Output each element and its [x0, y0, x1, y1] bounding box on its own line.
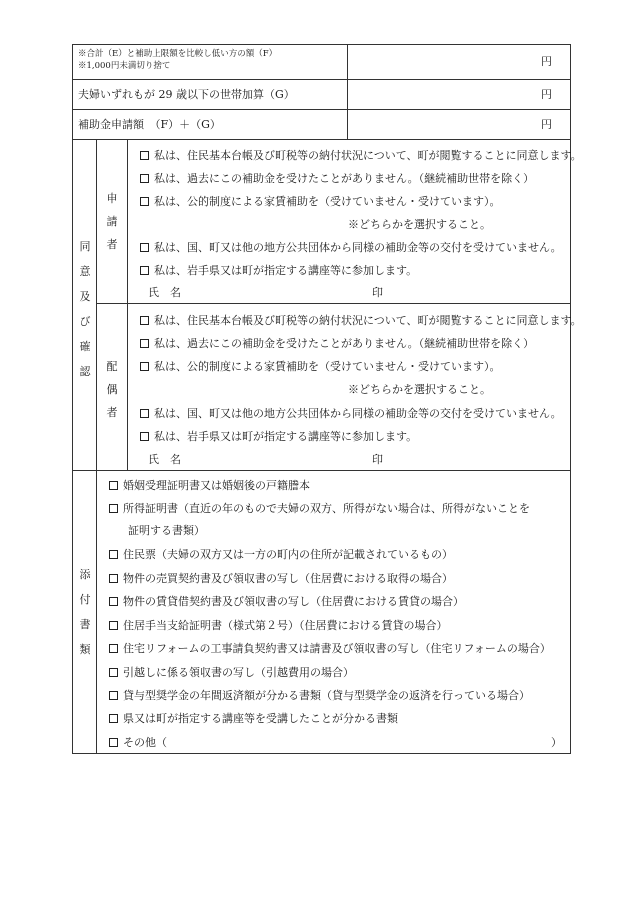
checkbox[interactable]: [109, 550, 118, 559]
checkbox[interactable]: [109, 574, 118, 583]
attachment-item-2-cont: 証明する書類）: [128, 524, 205, 537]
checkbox[interactable]: [140, 362, 149, 371]
attachment-item-1[interactable]: 婚姻受理証明書又は婚姻後の戸籍謄本: [109, 479, 310, 493]
applicant-select-note: ※どちらかを選択すること。: [348, 218, 491, 231]
rule-row1: [72, 79, 571, 80]
spouse-label: 配 偶 者: [106, 360, 118, 419]
spouse-consent-1[interactable]: 私は、住民基本台帳及び町税等の納付状況について、町が閲覧することに同意します。: [140, 314, 582, 328]
yen-unit-3: 円: [541, 118, 552, 131]
checkbox[interactable]: [109, 481, 118, 490]
rule-consent-bottom: [72, 470, 571, 471]
applicant-consent-3[interactable]: 私は、公的制度による家賃補助を（受けていません・受けています）。: [140, 195, 501, 209]
checkbox[interactable]: [140, 197, 149, 206]
youth-household-label: 夫婦いずれもが 29 歳以下の世帯加算（G）: [78, 88, 295, 101]
checkbox[interactable]: [109, 714, 118, 723]
attachment-item-4[interactable]: 物件の売買契約書及び領収書の写し（住居費における取得の場合）: [109, 572, 453, 586]
cap-limit-note-2: ※1,000円未満切り捨て: [78, 61, 171, 71]
applicant-consent-5[interactable]: 私は、岩手県又は町が指定する講座等に参加します。: [140, 264, 417, 278]
checkbox[interactable]: [140, 432, 149, 441]
attachment-item-3[interactable]: 住民票（夫婦の双方又は一方の町内の住所が記載されているもの）: [109, 548, 453, 562]
rule-person-label: [127, 139, 128, 471]
application-amount-label: 補助金申請額 （F）＋（G）: [78, 118, 221, 131]
attachment-item-9[interactable]: 貸与型奨学金の年間返済額が分かる書類（貸与型奨学金の返済を行っている場合）: [109, 689, 530, 703]
yen-unit-1: 円: [541, 55, 552, 68]
checkbox[interactable]: [109, 504, 118, 513]
spouse-consent-2[interactable]: 私は、過去にこの補助金を受けたことがありません。（継続補助世帯を除く）: [140, 337, 534, 351]
checkbox[interactable]: [109, 691, 118, 700]
attachment-item-other[interactable]: その他（: [109, 736, 167, 750]
checkbox[interactable]: [140, 316, 149, 325]
applicant-consent-4[interactable]: 私は、国、町又は他の地方公共団体から同様の補助金等の交付を受けていません。: [140, 241, 562, 255]
applicant-name-label: 氏 名: [148, 286, 181, 299]
attachment-item-10[interactable]: 県又は町が指定する講座等を受講したことが分かる書類: [109, 712, 398, 726]
checkbox[interactable]: [140, 151, 149, 160]
applicant-consent-1[interactable]: 私は、住民基本台帳及び町税等の納付状況について、町が閲覧することに同意します。: [140, 149, 582, 163]
attachment-item-2[interactable]: 所得証明書（直近の年のもので夫婦の双方、所得がない場合は、所得がないことを: [109, 502, 530, 516]
spouse-name-label: 氏 名: [148, 453, 181, 466]
rule-top: [72, 44, 571, 45]
spouse-consent-4[interactable]: 私は、国、町又は他の地方公共団体から同様の補助金等の交付を受けていません。: [140, 407, 562, 421]
rule-row2: [72, 109, 571, 110]
checkbox[interactable]: [109, 597, 118, 606]
spouse-select-note: ※どちらかを選択すること。: [348, 383, 491, 396]
rule-bottom: [72, 753, 571, 754]
yen-unit-2: 円: [541, 88, 552, 101]
checkbox[interactable]: [140, 243, 149, 252]
cap-limit-note-1: ※合計（E）と補助上限額を比較し低い方の額（F）: [78, 49, 278, 59]
checkbox[interactable]: [109, 738, 118, 747]
rule-row3: [72, 139, 571, 140]
checkbox[interactable]: [109, 621, 118, 630]
spouse-seal-label: 印: [372, 453, 383, 466]
checkbox[interactable]: [109, 644, 118, 653]
applicant-seal-label: 印: [372, 286, 383, 299]
consent-section-label: 同 意 及 び 確 認: [79, 240, 91, 378]
spouse-consent-3[interactable]: 私は、公的制度による家賃補助を（受けていません・受けています）。: [140, 360, 501, 374]
applicant-label: 申 請 者: [106, 192, 118, 251]
attachment-item-5[interactable]: 物件の賃貸借契約書及び領収書の写し（住居費における賃貸の場合）: [109, 595, 464, 609]
rule-applicant-spouse: [96, 303, 571, 304]
rule-amount-divider: [347, 44, 348, 140]
checkbox[interactable]: [140, 409, 149, 418]
attachment-item-8[interactable]: 引越しに係る領収書の写し（引越費用の場合）: [109, 666, 354, 680]
attachment-item-6[interactable]: 住居手当支給証明書（様式第２号）（住居費における賃貸の場合）: [109, 619, 448, 633]
spouse-consent-5[interactable]: 私は、岩手県又は町が指定する講座等に参加します。: [140, 430, 417, 444]
attachment-other-close: ）: [551, 736, 562, 749]
checkbox[interactable]: [140, 266, 149, 275]
checkbox[interactable]: [109, 668, 118, 677]
checkbox[interactable]: [140, 174, 149, 183]
attachment-item-7[interactable]: 住宅リフォームの工事請負契約書又は請書及び領収書の写し（住宅リフォームの場合）: [109, 642, 551, 656]
rule-section-label: [96, 139, 97, 754]
checkbox[interactable]: [140, 339, 149, 348]
applicant-consent-2[interactable]: 私は、過去にこの補助金を受けたことがありません。（継続補助世帯を除く）: [140, 172, 534, 186]
attachments-section-label: 添 付 書 類: [79, 568, 91, 656]
rule-left: [72, 44, 73, 754]
